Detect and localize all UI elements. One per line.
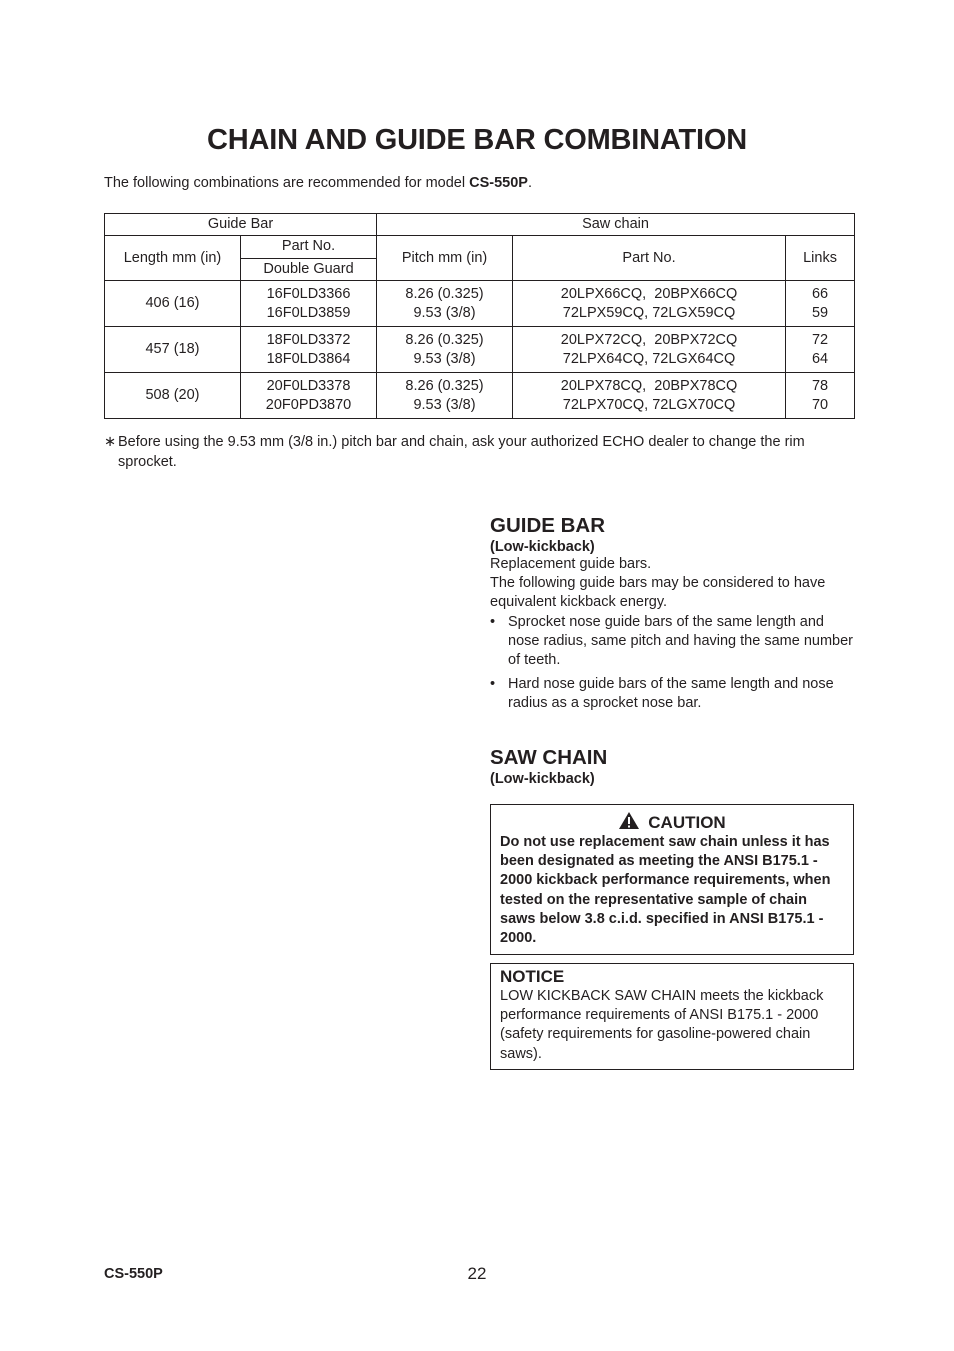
header-links: Links xyxy=(786,236,855,281)
header-chain-part-no: Part No. xyxy=(513,236,786,281)
cell-length: 406 (16) xyxy=(105,281,241,327)
header-part-no: Part No. xyxy=(241,236,377,259)
caution-text: Do not use replacement saw chain unless it has been designated as meeting the ANSI B175.1 - 2000 kickback performance requirements, when tested on the representative sample of chain saws below 3.8 c.i.d. specified in ANSI B175.1 - 2000. xyxy=(500,834,831,947)
guide-bar-subheading: (Low-kickback) xyxy=(490,539,595,555)
table-header-row xyxy=(105,214,855,236)
intro-lead: The following combinations are recommended for model xyxy=(104,175,470,191)
cell-line: 72LPX64CQ, 72LGX64CQ xyxy=(562,350,736,367)
cell-line: 20F0PD3870 xyxy=(265,396,352,413)
table-row xyxy=(105,327,855,373)
bullet-dot: • xyxy=(490,613,496,630)
warning-triangle-icon xyxy=(618,811,640,830)
guide-bar-line1: Replacement guide bars. xyxy=(490,556,652,572)
cell-line: 59 xyxy=(811,304,829,321)
notice-title: NOTICE xyxy=(500,967,565,986)
cell-links xyxy=(786,327,855,373)
table-header-row xyxy=(105,236,855,259)
cell-bar-parts xyxy=(241,281,377,327)
cell-line: 72LPX70CQ, 72LGX70CQ xyxy=(562,396,736,413)
cell-line: 18F0LD3372 xyxy=(266,331,351,348)
footnote-asterisk: ∗ xyxy=(104,434,117,450)
cell-line: 20LPX78CQ, 20BPX78CQ xyxy=(560,377,738,394)
bullet-text: Sprocket nose guide bars of the same length and nose radius, same pitch and having the same number of teeth. xyxy=(508,613,853,669)
cell-line: 72 xyxy=(811,331,829,348)
table-row xyxy=(105,281,855,327)
notice-box xyxy=(490,963,854,1070)
cell-line: 72LPX59CQ, 72LGX59CQ xyxy=(562,304,736,321)
cell-line: 16F0LD3366 xyxy=(266,285,351,302)
table-row xyxy=(105,373,855,419)
cell-line: 78 xyxy=(811,377,829,394)
cell-line: 64 xyxy=(811,350,829,367)
cell-line: 66 xyxy=(811,285,829,302)
caution-title: CAUTION xyxy=(648,813,726,832)
cell-pitch xyxy=(377,373,513,419)
cell-line: 16F0LD3859 xyxy=(266,304,351,321)
saw-chain-subheading: (Low-kickback) xyxy=(490,771,595,787)
cell-pitch xyxy=(377,327,513,373)
cell-line: 20F0LD3378 xyxy=(266,377,351,394)
header-length: Length mm (in) xyxy=(105,236,241,281)
guide-bar-line2: The following guide bars may be considered to have equivalent kickback energy. xyxy=(490,575,826,611)
cell-line: 20LPX72CQ, 20BPX72CQ xyxy=(560,331,738,348)
footnote xyxy=(104,433,854,472)
cell-line: 9.53 (3/8) xyxy=(413,396,476,413)
intro-model: CS-550P xyxy=(469,175,528,191)
cell-line: 18F0LD3864 xyxy=(266,350,351,367)
cell-line: 8.26 (0.325) xyxy=(405,331,484,348)
cell-bar-parts xyxy=(241,373,377,419)
header-pitch: Pitch mm (in) xyxy=(377,236,513,281)
cell-line: 9.53 (3/8) xyxy=(413,350,476,367)
notice-text: LOW KICKBACK SAW CHAIN meets the kickback performance requirements of ANSI B175.1 - 2000 (safety requirements for gasoline-powered chain saws). xyxy=(500,988,824,1062)
page-number: 22 xyxy=(467,1264,487,1283)
header-guide-bar: Guide Bar xyxy=(105,214,377,236)
guide-bar-bullets xyxy=(490,613,854,714)
guide-bar-section xyxy=(490,514,854,719)
caution-box xyxy=(490,804,854,955)
combination-table xyxy=(104,213,855,419)
cell-line: 20LPX66CQ, 20BPX66CQ xyxy=(560,285,738,302)
saw-chain-section xyxy=(490,746,854,787)
list-item xyxy=(490,613,854,671)
guide-bar-heading: GUIDE BAR xyxy=(490,514,606,537)
cell-chain-parts xyxy=(513,281,786,327)
cell-line: 70 xyxy=(811,396,829,413)
bullet-text: Hard nose guide bars of the same length and nose radius as a sprocket nose bar. xyxy=(508,676,834,712)
cell-line: 8.26 (0.325) xyxy=(405,377,484,394)
caution-header xyxy=(500,811,844,833)
cell-line: 9.53 (3/8) xyxy=(413,304,476,321)
cell-chain-parts xyxy=(513,373,786,419)
footnote-text: Before using the 9.53 mm (3/8 in.) pitch bar and chain, ask your authorized ECHO dealer to change the rim sprocket. xyxy=(118,434,805,470)
cell-length: 508 (20) xyxy=(105,373,241,419)
list-item xyxy=(490,675,854,713)
cell-chain-parts xyxy=(513,327,786,373)
header-double-guard: Double Guard xyxy=(241,258,377,281)
cell-links xyxy=(786,373,855,419)
cell-bar-parts xyxy=(241,327,377,373)
intro-text xyxy=(104,175,532,191)
cell-line: 8.26 (0.325) xyxy=(405,285,484,302)
intro-end: . xyxy=(527,175,532,191)
header-saw-chain: Saw chain xyxy=(377,214,855,236)
cell-links xyxy=(786,281,855,327)
saw-chain-heading: SAW CHAIN xyxy=(490,746,608,769)
page-title: CHAIN AND GUIDE BAR COMBINATION xyxy=(207,124,747,156)
cell-length: 457 (18) xyxy=(105,327,241,373)
cell-pitch xyxy=(377,281,513,327)
footer-model: CS-550P xyxy=(104,1266,163,1282)
bullet-dot: • xyxy=(490,676,496,693)
